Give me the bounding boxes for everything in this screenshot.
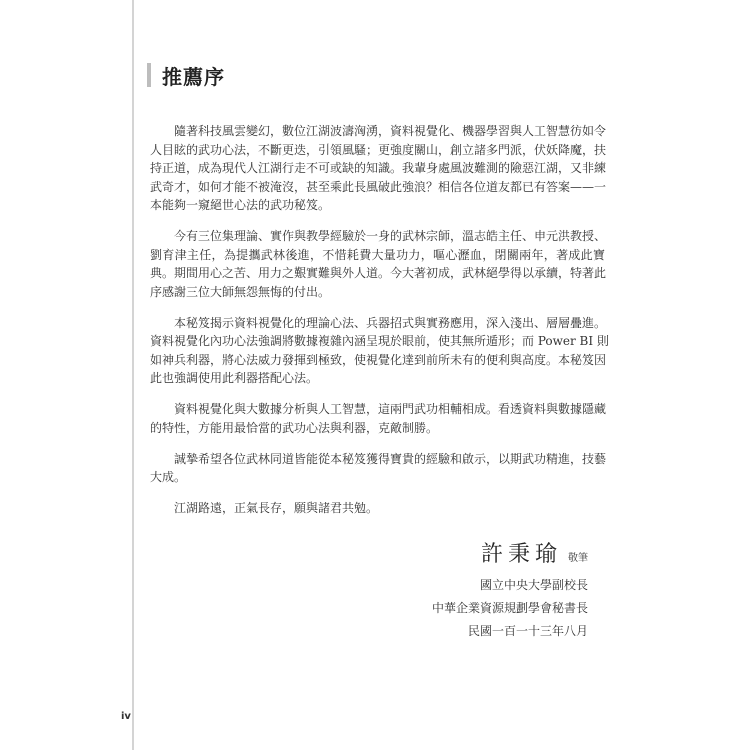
paragraph <box>150 450 605 487</box>
paragraph-line: 劉育津主任，為提攜武林後進，不惜耗費大量功力，嘔心瀝血，閉關兩年，著成此寶 <box>150 247 605 262</box>
paragraph-line: 此也強調使用此利器搭配心法。 <box>150 371 319 385</box>
paragraph-line: 武奇才，如何才能不被淹沒，甚至乘此長風破此強浪？相信各位道友都已有答案——一 <box>150 179 607 194</box>
paragraph <box>150 499 605 518</box>
signature-name: 許秉瑜 <box>480 542 562 567</box>
paragraph-line: 人目眩的武功心法，不斷更迭，引領風騷；更強度關山，創立諸多門派，伏妖降魔，扶 <box>150 142 607 157</box>
paragraph-line: 持正道，成為現代人江湖行走不可或缺的知識。我輩身處風波難測的險惡江湖，又非練 <box>150 161 607 175</box>
page-edge-line <box>132 0 134 750</box>
paragraph-line: 江湖路遠，正氣長存，願與諸君共勉。 <box>174 501 379 515</box>
paragraph-line: 本秘笈揭示資料視覺化的理論心法、兵器招式與實務應用，深入淺出、層層疊進。 <box>174 315 607 330</box>
paragraph <box>150 122 605 215</box>
preface-body <box>150 122 609 530</box>
paragraph-line: 的特性，方能用最恰當的武功心法與利器，克敵制勝。 <box>150 420 439 435</box>
signature-name-row <box>432 540 588 574</box>
paragraph-line: 今有三位集理論、實作與教學經驗於一身的武林宗師，溫志皓主任、申元洪教授、 <box>174 229 607 243</box>
paragraph-line: 誠摯希望各位武林同道皆能從本秘笈獲得寶貴的經驗和啟示，以期武功精進，技藝 <box>174 451 607 466</box>
page-number: iv <box>121 711 131 722</box>
paragraph-line: 如神兵利器，將心法威力發揮到極致，使視覺化達到前所未有的便利與高度。本秘笈因 <box>150 352 607 367</box>
paragraph-line: 資料視覺化與大數據分析與人工智慧，這兩門武功相輔相成。看透資料與數據隱藏 <box>174 402 607 416</box>
paragraph <box>150 400 605 437</box>
paragraph-line: 隨著科技風雲變幻，數位江湖波濤洶湧，資料視覺化、機器學習與人工智慧彷如令 <box>174 124 607 138</box>
signature-block <box>432 540 588 643</box>
paragraph-line: 本能夠一窺絕世心法的武功秘笈。 <box>150 198 331 212</box>
page-title: 推薦序 <box>162 65 225 89</box>
signature-note: 敬筆 <box>568 553 588 564</box>
paragraph-line: 序感謝三位大師無怨無悔的付出。 <box>150 284 331 299</box>
paragraph <box>150 227 605 301</box>
signature-date: 民國一百一十三年八月 <box>467 624 588 638</box>
paragraph <box>150 314 609 388</box>
paragraph-line: 大成。 <box>150 470 187 484</box>
title-accent-bar <box>147 63 151 87</box>
paragraph-line: 典。期間用心之苦、用力之艱實難與外人道。今大著初成，武林絕學得以承續，特著此 <box>150 266 607 280</box>
paragraph-line: 資料視覺化內功心法強調將數據複雜內涵呈現於眼前，使其無所遁形；而 Power BI 則 <box>150 334 609 348</box>
signature-title: 中華企業資源規劃學會秘書長 <box>431 601 588 615</box>
signature-title: 國立中央大學副校長 <box>479 578 588 592</box>
